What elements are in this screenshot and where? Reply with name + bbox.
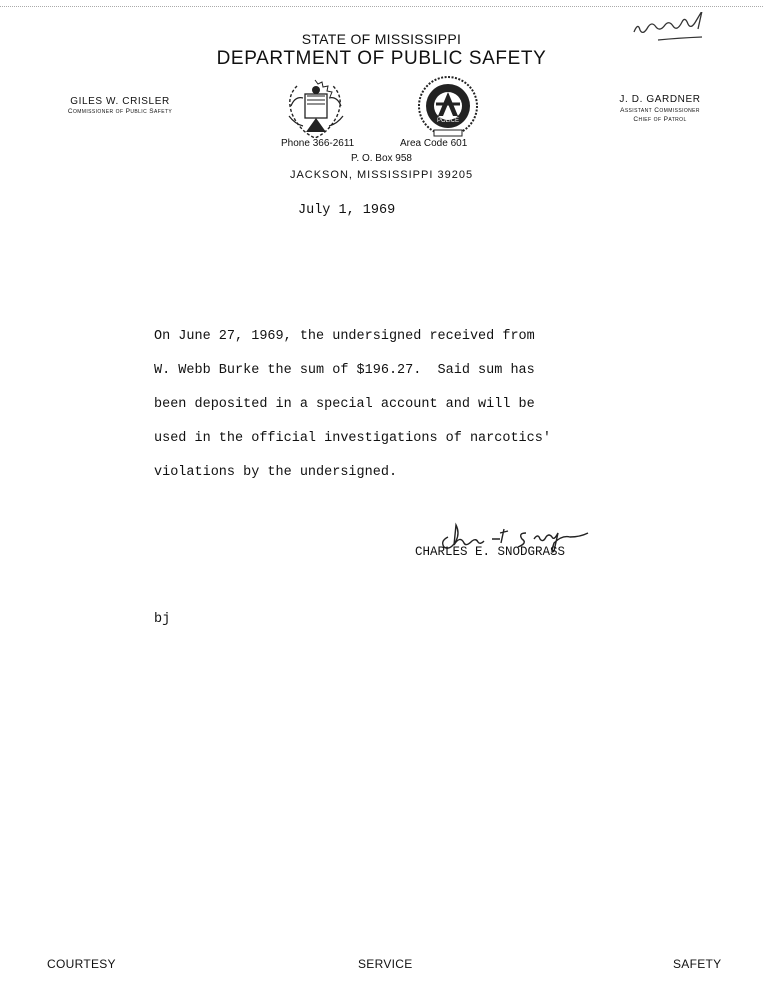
body-line: used in the official investigations of narcotics' — [154, 431, 551, 446]
top-edge-rule — [0, 6, 763, 7]
commissioner-title: Commissioner of Public Safety — [67, 108, 173, 115]
commissioner-name: GILES W. CRISLER — [70, 96, 170, 107]
phone-number: Phone 366-2611 — [281, 138, 355, 149]
footer-service: SERVICE — [358, 957, 413, 971]
chief-of-patrol-title: Chief of Patrol — [633, 116, 687, 123]
state-seal-icon — [277, 76, 353, 142]
department-heading: DEPARTMENT OF PUBLIC SAFETY — [216, 48, 547, 69]
city-address: JACKSON, MISSISSIPPI 39205 — [289, 169, 474, 181]
po-box: P. O. Box 958 — [351, 153, 412, 164]
body-line: violations by the undersigned. — [154, 465, 398, 480]
signer-name: CHARLES E. SNODGRASS — [415, 545, 566, 559]
police-seal-text: POLICE — [436, 118, 460, 124]
area-code: Area Code 601 — [400, 138, 468, 149]
assistant-commissioner-title: Assistant Commissioner — [620, 107, 700, 114]
body-line: On June 27, 1969, the undersigned received from — [154, 329, 535, 344]
footer-courtesy: COURTESY — [47, 957, 116, 971]
typist-initials: bj — [154, 612, 171, 627]
footer-safety: SAFETY — [673, 957, 722, 971]
body-line: been deposited in a special account and will be — [154, 397, 535, 412]
letter-body — [154, 320, 624, 490]
body-line: W. Webb Burke the sum of $196.27. Said sum has — [154, 363, 535, 378]
state-heading: STATE OF MISSISSIPPI — [301, 31, 462, 47]
assistant-commissioner-name: J. D. GARDNER — [619, 94, 701, 105]
police-seal-icon — [412, 74, 484, 140]
letter-date: July 1, 1969 — [298, 203, 396, 218]
